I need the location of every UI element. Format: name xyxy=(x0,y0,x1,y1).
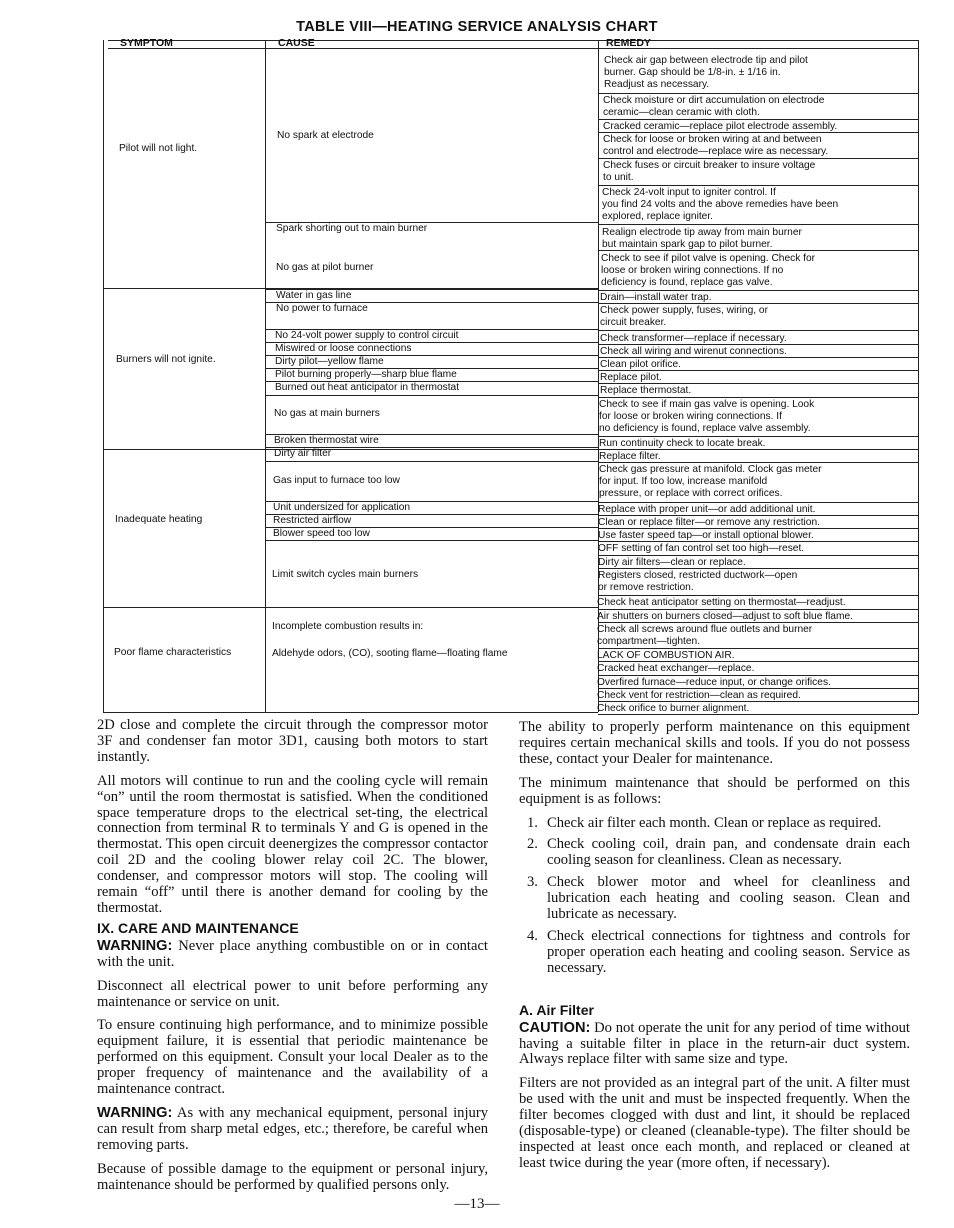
remedy-cell: Replace pilot. xyxy=(600,372,662,383)
rule xyxy=(598,701,918,702)
cause-cell: Dirty air filter xyxy=(274,448,332,459)
left-column xyxy=(97,718,488,1201)
paragraph: Filters are not provided as an integral part of the unit. A filter must be used with the unit and must be inspected frequently. When the filter becomes clogged with dust and lint, it should be replaced (disposable-type) or cleaned (cleanable-type). The filter should be inspected at least once each month, and replaced or cleaned at least twice during the year (more often, if necessary). xyxy=(519,1075,910,1171)
rule xyxy=(598,132,918,133)
rule xyxy=(108,40,918,41)
service-analysis-chart xyxy=(102,38,918,714)
remedy-cell: Air shutters on burners closed—adjust to soft blue flame. xyxy=(597,611,853,622)
remedy-cell: Check air gap between electrode tip and pilot burner. Gap should be 1/8-in. ± 1/16 in. Readjust as necessary. xyxy=(604,55,808,91)
rule xyxy=(598,290,918,291)
table-title: TABLE VIII—HEATING SERVICE ANALYSIS CHART xyxy=(296,19,658,35)
cause-cell: Blower speed too low xyxy=(273,528,370,539)
remedy-cell: LACK OF COMBUSTION AIR. xyxy=(597,650,735,661)
rule xyxy=(598,397,918,398)
cause-cell: Burned out heat anticipator in thermostat xyxy=(275,382,460,393)
warning-label: WARNING: xyxy=(97,1104,173,1121)
remedy-cell: Realign electrode tip away from main burner but maintain spark gap to pilot burner. xyxy=(602,227,802,251)
rule xyxy=(265,395,598,396)
cause-cell: Broken thermostat wire xyxy=(274,435,379,446)
rule xyxy=(598,502,918,503)
rule xyxy=(598,622,918,623)
rule xyxy=(265,222,598,223)
symptom-cell: Inadequate heating xyxy=(115,514,203,525)
rule xyxy=(598,528,918,529)
warning-combustible xyxy=(97,939,488,971)
list-item: 2. Check cooling coil, drain pan, and condensate drain each cooling season for cleanliness. Clean as necessary. xyxy=(527,836,910,869)
rule xyxy=(265,289,598,290)
paragraph: The minimum maintenance that should be performed on this equipment is as follows: xyxy=(519,774,910,807)
cause-cell: Incomplete combustion results in: xyxy=(272,621,424,632)
list-item: 4. Check electrical connections for tightness and controls for proper operation each heating and cooling season. Service as necessary. xyxy=(527,927,910,976)
caution-label: CAUTION: xyxy=(519,1019,591,1036)
column-header-symptom: SYMPTOM xyxy=(120,37,173,49)
section-heading: IX. CARE AND MAINTENANCE xyxy=(97,919,299,936)
cause-cell: Aldehyde odors, (CO), sooting flame—floating flame xyxy=(272,648,508,659)
cause-cell: Water in gas line xyxy=(276,290,352,301)
remedy-cell: Check moisture or dirt accumulation on electrode ceramic—clean ceramic with cloth. xyxy=(603,95,825,119)
rule xyxy=(265,342,598,343)
rule xyxy=(265,607,598,608)
warning-label: WARNING: xyxy=(97,937,173,954)
rule xyxy=(598,370,918,371)
remedy-cell: Use faster speed tap—or install optional blower. xyxy=(598,530,814,541)
remedy-cell: Cracked ceramic—replace pilot electrode assembly. xyxy=(603,121,838,132)
rule xyxy=(598,344,918,345)
cause-cell: No gas at pilot burner xyxy=(276,262,374,273)
rule xyxy=(265,302,598,303)
rule xyxy=(103,712,598,713)
rule xyxy=(265,540,598,541)
rule xyxy=(265,434,598,435)
rule xyxy=(265,461,598,462)
rule xyxy=(598,555,918,556)
list-item: 1. Check air filter each month. Clean or replace as required. xyxy=(527,814,882,831)
maintenance-list xyxy=(519,816,910,977)
remedy-cell: Check transformer—replace if necessary. xyxy=(600,333,787,344)
warning-injury xyxy=(97,1106,488,1154)
rule xyxy=(598,330,918,331)
rule xyxy=(598,462,918,463)
cause-cell: Restricted airflow xyxy=(273,515,352,526)
paragraph: 2D close and complete the circuit through the compressor motor 3F and condenser fan motor 3D1, causing both motors to start instantly. xyxy=(97,717,488,765)
list-item: 3. Check blower motor and wheel for cleanliness and lubrication each heating and cooling season. Clean and lubricate as necessary. xyxy=(527,874,910,923)
symptom-cell: Pilot will not light. xyxy=(119,143,198,154)
rule xyxy=(108,48,918,49)
symptom-cell: Poor flame characteristics xyxy=(114,647,232,658)
rule xyxy=(103,449,598,450)
rule xyxy=(598,436,918,437)
remedy-cell: Replace thermostat. xyxy=(600,385,692,396)
cause-cell: Gas input to furnace too low xyxy=(273,475,400,486)
cause-cell: Pilot burning properly—sharp blue flame xyxy=(275,369,457,380)
caution-text: Do not operate the unit for any period of time without having a suitable filter in place in the return-air duct system. Always replace filter with same size and type. xyxy=(519,1019,910,1068)
remedy-cell: Check 24-volt input to igniter control. If you find 24 volts and the above remedies have been explored, replace igniter. xyxy=(602,187,839,223)
caution xyxy=(519,1021,910,1069)
rule xyxy=(598,541,918,542)
cause-cell: No 24-volt power supply to control circuit xyxy=(275,330,459,341)
remedy-cell: Check all screws around flue outlets and burner compartment—tighten. xyxy=(597,624,813,648)
rule xyxy=(265,447,598,448)
remedy-cell: Clean or replace filter—or remove any restriction. xyxy=(598,517,820,528)
remedy-cell: Run continuity check to locate break. xyxy=(599,438,766,449)
rule xyxy=(598,688,918,689)
cause-cell: Spark shorting out to main burner xyxy=(276,223,428,234)
paragraph: Because of possible damage to the equipment or personal injury, maintenance should be performed by qualified persons only. xyxy=(97,1160,488,1193)
remedy-cell: Dirty air filters—clean or replace. xyxy=(598,557,746,568)
cause-cell: Limit switch cycles main burners xyxy=(272,569,419,580)
cause-cell: Dirty pilot—yellow flame xyxy=(275,356,384,367)
remedy-cell: Clean pilot orifice. xyxy=(600,359,681,370)
remedy-cell: Check gas pressure at manifold. Clock gas meter for input. If too low, increase manifold pressure, or replace with correct orifices. xyxy=(599,464,822,500)
rule xyxy=(598,383,918,384)
remedy-cell: Check for loose or broken wiring at and between control and electrode—replace wire as necessary. xyxy=(603,134,829,158)
remedy-cell: Check orifice to burner alignment. xyxy=(597,703,750,714)
rule xyxy=(918,40,919,714)
rule xyxy=(265,381,598,382)
remedy-cell: Check power supply, fuses, wiring, or circuit breaker. xyxy=(600,305,768,329)
rule xyxy=(598,185,918,186)
rule xyxy=(103,40,104,712)
paragraph: The ability to properly perform maintenance on this equipment requires certain mechanical skills and tools. If you do not possess these, contact your Dealer for maintenance. xyxy=(519,719,910,767)
warning-text: As with any mechanical equipment, personal injury can result from sharp metal edges, etc.; therefore, be careful when removing parts. xyxy=(97,1104,488,1153)
remedy-cell: Check to see if main gas valve is opening. Look for loose or broken wiring connections. If no deficiency is found, replace valve assembly. xyxy=(599,399,815,435)
column-header-cause: CAUSE xyxy=(278,37,315,49)
paragraph: Disconnect all electrical power to unit before performing any maintenance or service on unit. xyxy=(97,977,488,1010)
column-header-remedy: REMEDY xyxy=(606,37,651,49)
cause-cell: No gas at main burners xyxy=(274,408,380,419)
rule xyxy=(598,661,918,662)
remedy-cell: Check heat anticipator setting on thermostat—readjust. xyxy=(597,597,846,608)
rule xyxy=(598,224,918,225)
rule xyxy=(598,119,918,120)
rule xyxy=(598,357,918,358)
rule xyxy=(598,595,918,596)
rule xyxy=(265,527,598,528)
rule xyxy=(598,675,918,676)
remedy-cell: Cracked heat exchanger—replace. xyxy=(597,663,755,674)
remedy-cell: Registers closed, restricted ductwork—open or remove restriction. xyxy=(598,570,798,594)
remedy-cell: Check vent for restriction—clean as required. xyxy=(597,690,801,701)
rule xyxy=(265,501,598,502)
remedy-cell: Check all wiring and wirenut connections. xyxy=(600,346,787,357)
rule xyxy=(598,568,918,569)
rule xyxy=(598,449,918,450)
rule xyxy=(265,329,598,330)
rule xyxy=(265,40,266,712)
cause-cell: Unit undersized for application xyxy=(273,502,411,513)
rule xyxy=(598,714,918,715)
rule xyxy=(598,303,918,304)
right-column xyxy=(519,720,910,1180)
rule xyxy=(598,250,918,251)
rule xyxy=(265,514,598,515)
rule xyxy=(265,368,598,369)
rule xyxy=(265,355,598,356)
remedy-cell: Drain—install water trap. xyxy=(600,292,712,303)
remedy-cell: Replace with proper unit—or add additional unit. xyxy=(598,504,816,515)
remedy-cell: Replace filter. xyxy=(599,451,661,462)
remedy-cell: Check to see if pilot valve is opening. Check for loose or broken wiring connections. If no deficiency is found, replace gas valve. xyxy=(601,253,816,289)
cause-cell: No power to furnace xyxy=(276,303,368,314)
rule xyxy=(598,609,918,610)
paragraph: All motors will continue to run and the cooling cycle will remain “on” until the room thermostat is satisfied. When the conditioned space temperature drops to the electrical set-ting, the electrical connection from terminal R to terminals Y and G is opened in the thermostat. This open circuit deenergizes the compressor contactor coil 2D and the cooling blower relay coil 2C. The blower, condenser, and compressor motors will stop. The cooling will remain “off” until there is another demand for cooling by the thermostat. xyxy=(97,772,488,916)
rule xyxy=(598,515,918,516)
page-number: —13— xyxy=(454,1196,500,1212)
subheading-air-filter: A. Air Filter xyxy=(519,1001,594,1018)
cause-cell: No spark at electrode xyxy=(277,130,374,141)
warning-text: Never place anything combustible on or in contact with the unit. xyxy=(97,937,488,970)
symptom-cell: Burners will not ignite. xyxy=(116,354,216,365)
remedy-cell: Check fuses or circuit breaker to insure voltage to unit. xyxy=(603,160,816,184)
rule xyxy=(598,93,918,94)
remedy-cell: OFF setting of fan control set too high—reset. xyxy=(598,543,805,554)
paragraph: To ensure continuing high performance, and to minimize possible equipment failure, it is essential that periodic maintenance be performed on this equipment. Consult your local Dealer as to the proper frequency of maintenance and the availability of a maintenance contract. xyxy=(97,1017,488,1098)
cause-cell: Miswired or loose connections xyxy=(275,343,412,354)
rule xyxy=(598,648,918,649)
rule xyxy=(598,158,918,159)
remedy-cell: Overfired furnace—reduce input, or change orifices. xyxy=(597,677,831,688)
